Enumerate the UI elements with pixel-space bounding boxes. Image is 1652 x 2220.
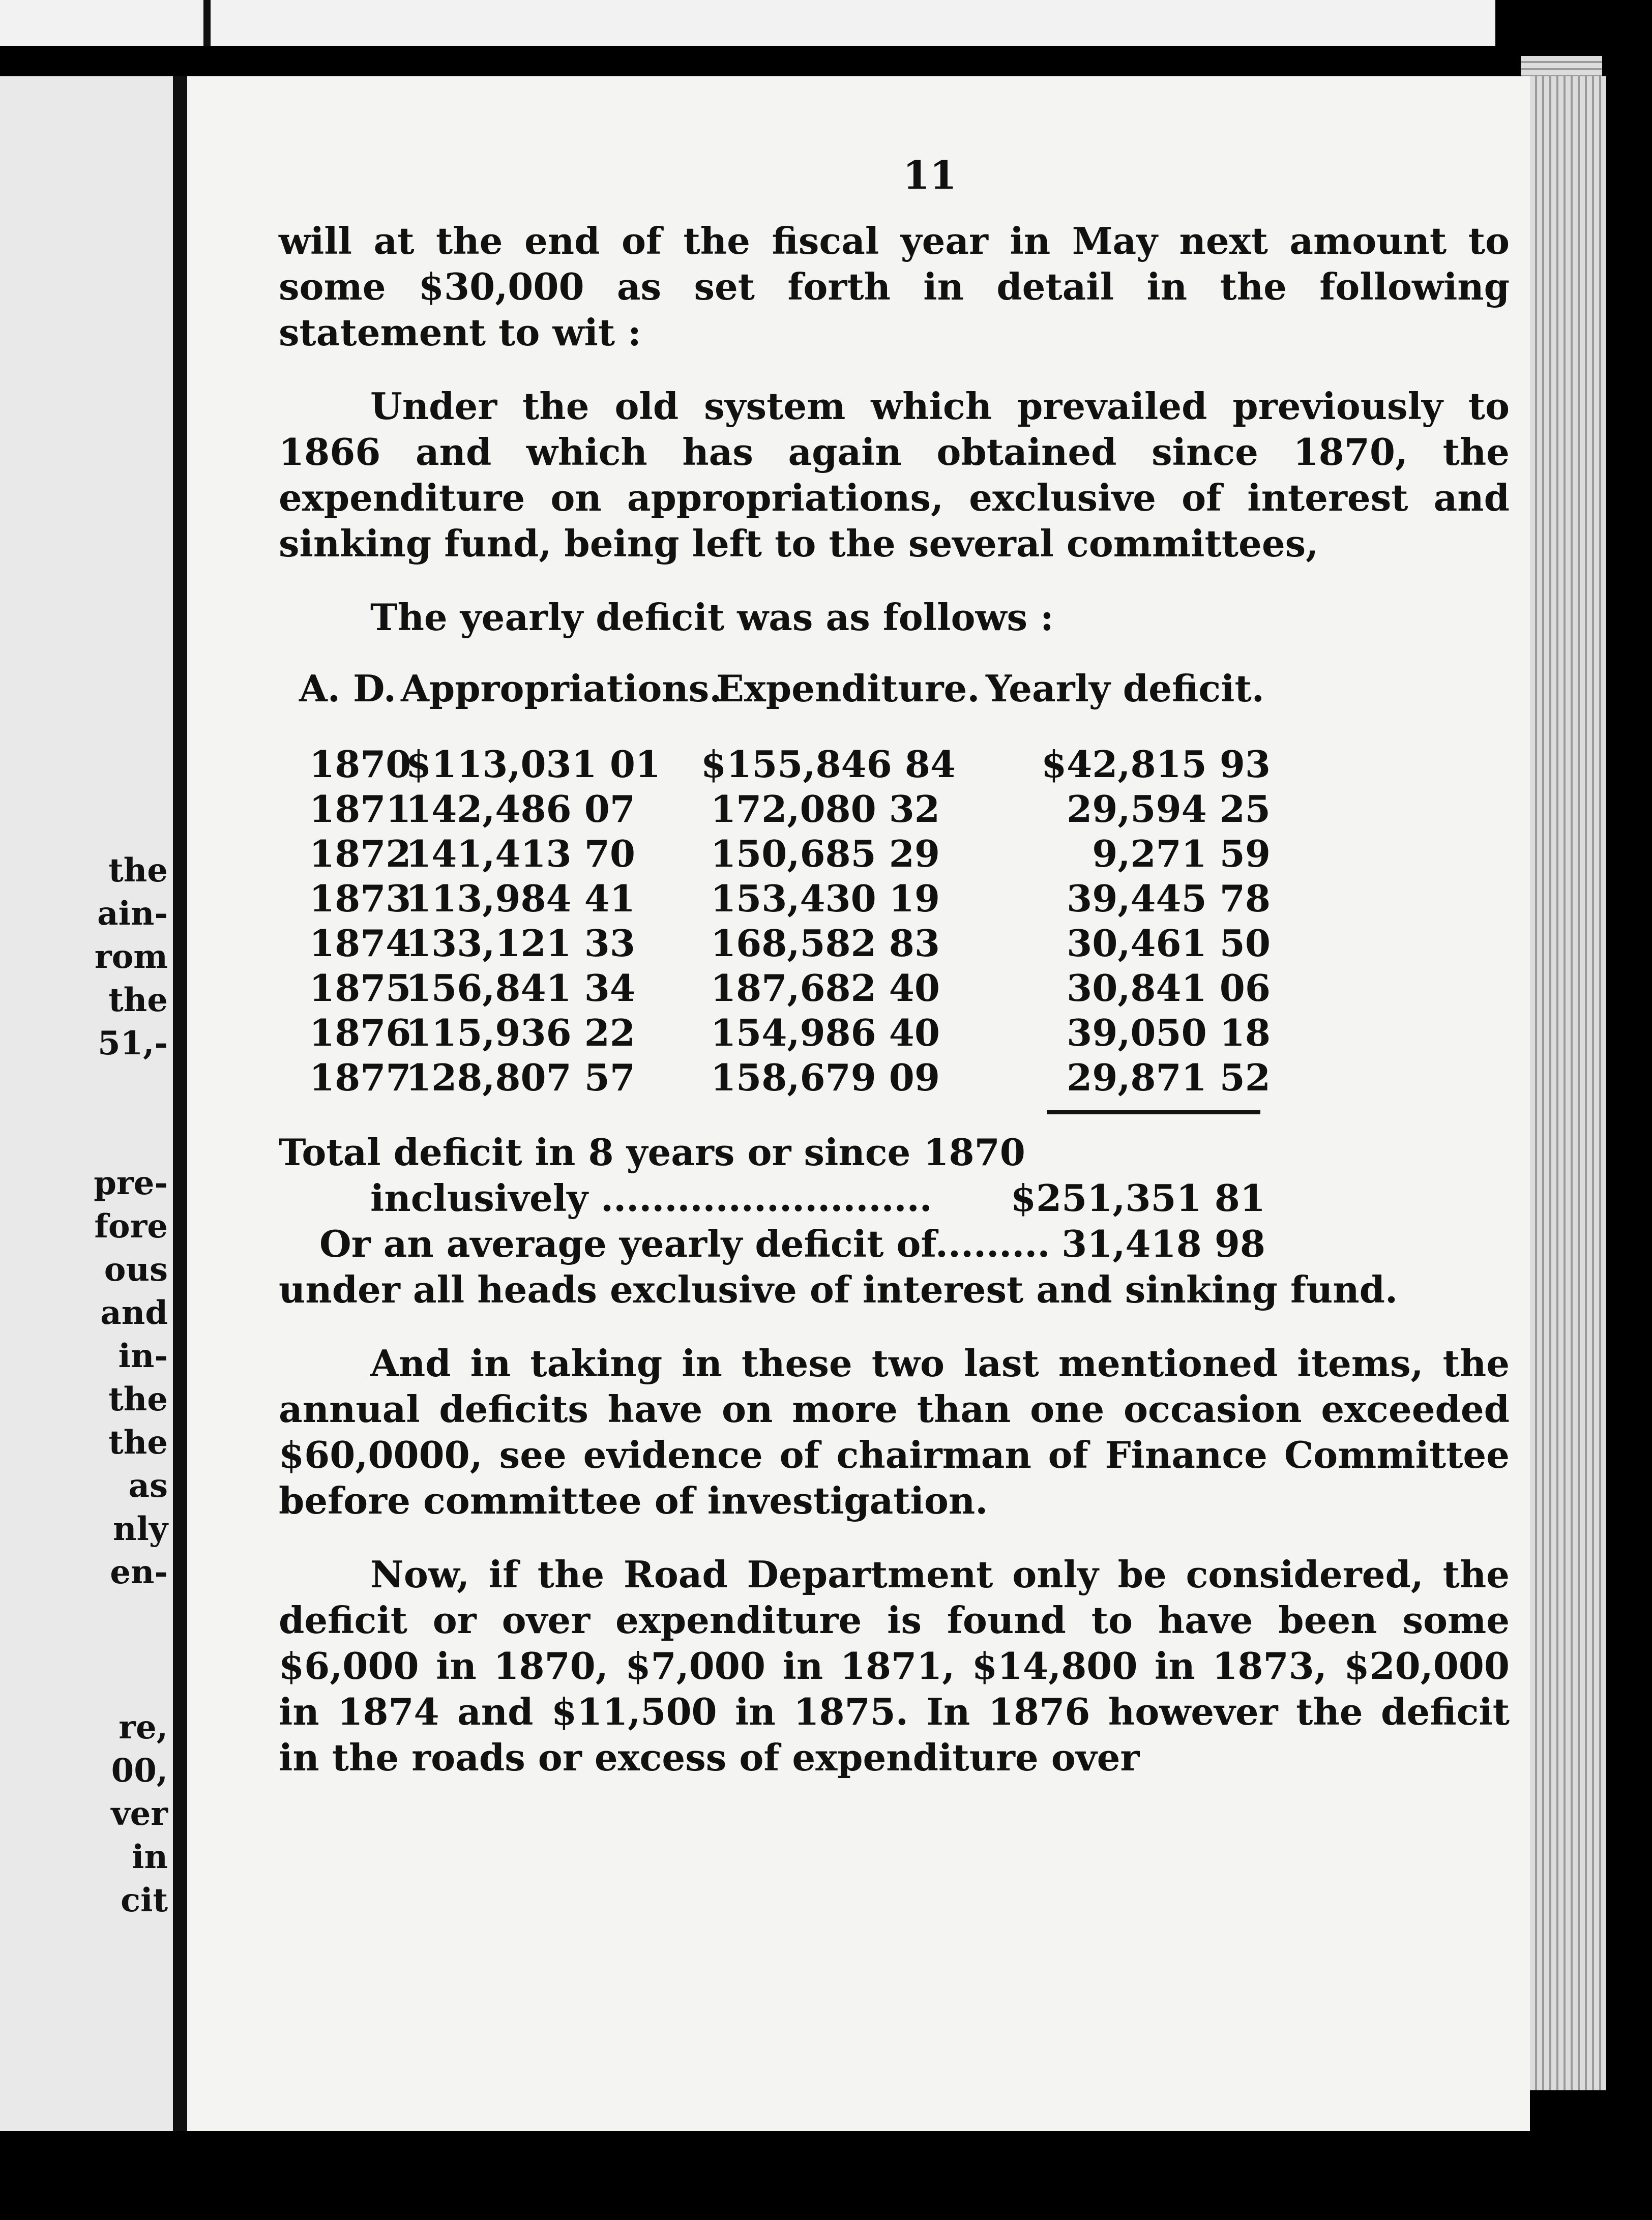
deficit-table	[279, 666, 1510, 1100]
total-inclusively-label: inclusively ..........................	[370, 1176, 932, 1220]
cell-deficit: 29,871 52	[1067, 1056, 1271, 1099]
left-fragment: en-	[110, 1553, 168, 1591]
cell-deficit: 9,271 59	[1092, 832, 1271, 875]
totals-block	[279, 1130, 1510, 1313]
cell-appropriations: 128,807 57	[406, 1056, 635, 1099]
cell-deficit: 39,445 78	[1067, 877, 1271, 920]
average-deficit-row	[279, 1221, 1510, 1267]
cell-deficit: 30,461 50	[1067, 922, 1271, 965]
cell-year: 1877	[309, 1056, 411, 1099]
cell-deficit: 30,841 06	[1067, 966, 1271, 1010]
paragraph-old-system: Under the old system which prevailed previously to 1866 and which has again obtained since 1870, the expenditure on appropriations, exclusive of interest and sinking fund, being left to the several committees,	[279, 384, 1510, 565]
cell-appropriations: 141,413 70	[406, 832, 635, 875]
cell-expenditure: 153,430 19	[711, 877, 940, 920]
table-row	[279, 742, 1510, 787]
average-deficit-label: Or an average yearly deficit of.........	[319, 1222, 1050, 1265]
left-fragment: the	[108, 1380, 168, 1418]
left-fragment: ous	[104, 1251, 168, 1289]
paragraph-deficit-intro: The yearly deficit was as follows :	[370, 596, 1054, 639]
header-expenditure: Expenditure.	[716, 667, 980, 710]
cell-appropriations: $113,031 01	[406, 743, 661, 786]
left-fragment: fore	[94, 1207, 168, 1246]
cell-expenditure: 158,679 09	[711, 1056, 940, 1099]
table-header	[279, 666, 1510, 712]
left-fragment: in	[132, 1838, 168, 1876]
table-row	[279, 1011, 1510, 1055]
cell-expenditure: 168,582 83	[711, 922, 940, 965]
cell-deficit: $42,815 93	[1041, 743, 1271, 786]
total-deficit-value: $251,351 81	[1010, 1176, 1265, 1220]
left-fragment: cit	[121, 1881, 168, 1919]
table-row	[279, 966, 1510, 1011]
cell-expenditure: 150,685 29	[711, 832, 940, 875]
table-row	[279, 1055, 1510, 1100]
cell-year: 1873	[309, 877, 411, 920]
left-fragment: 00,	[111, 1752, 168, 1790]
cell-expenditure: 172,080 32	[711, 787, 940, 831]
cell-appropriations: 142,486 07	[406, 787, 635, 831]
table-row	[279, 876, 1510, 921]
cell-expenditure: 154,986 40	[711, 1011, 940, 1054]
cell-year: 1875	[309, 966, 411, 1010]
cell-appropriations: 115,936 22	[406, 1011, 635, 1054]
cell-deficit: 39,050 18	[1067, 1011, 1271, 1054]
header-appropriations: Appropriations.	[401, 667, 722, 710]
cell-expenditure: $155,846 84	[701, 743, 956, 786]
left-fragment: ver	[111, 1795, 168, 1833]
left-fragment: re,	[119, 1708, 168, 1747]
cell-appropriations: 156,841 34	[406, 966, 635, 1010]
left-fragment: nly	[112, 1510, 168, 1548]
left-fragment: in-	[118, 1337, 168, 1375]
header-deficit: Yearly deficit.	[986, 667, 1264, 710]
cell-year: 1870	[309, 743, 411, 786]
header-year: A. D.	[299, 667, 396, 710]
paragraph-road-department: Now, if the Road Department only be considered, the deficit or over expenditure is found to have been some $6,000 in 1870, $7,000 in 1871, $14,800 in 1873, $20,000 in 1874 and $11,500 in 1875. In 1876 however the deficit in the roads or excess of expenditure over	[279, 1553, 1510, 1779]
page-number: 11	[903, 153, 957, 198]
left-fragment: and	[100, 1294, 168, 1332]
left-fragment: ain-	[97, 895, 168, 933]
cell-year: 1872	[309, 832, 411, 875]
page-stack-edge	[1530, 76, 1606, 2090]
paragraph-intro: will at the end of the fiscal year in May next amount to some $30,000 as set forth in detail in the following statement to wit :	[279, 219, 1510, 354]
page-content	[279, 153, 1510, 1781]
left-fragment: the	[108, 981, 168, 1019]
table-row	[279, 832, 1510, 876]
previous-page-strip	[0, 0, 1495, 46]
cell-appropriations: 113,984 41	[406, 877, 635, 920]
table-row	[279, 921, 1510, 966]
left-fragment: pre-	[94, 1164, 168, 1202]
total-deficit-row	[279, 1175, 1510, 1221]
paragraph-annual-deficits: And in taking in these two last mentioned items, the annual deficits have on more than one occasion exceeded $60,0000, see evidence of chairman of Finance Committee before committee of investigation.	[279, 1342, 1510, 1522]
left-fragment: the	[108, 851, 168, 890]
total-deficit-label: Total deficit in 8 years or since 1870	[279, 1131, 1025, 1174]
left-fragment: the	[108, 1424, 168, 1462]
document-page	[187, 76, 1530, 2131]
totals-note: under all heads exclusive of interest and sinking fund.	[279, 1268, 1398, 1311]
table-row	[279, 787, 1510, 832]
cell-expenditure: 187,682 40	[711, 966, 940, 1010]
left-fragment: rom	[94, 938, 168, 976]
cell-year: 1871	[309, 787, 411, 831]
gutter-rule	[203, 0, 211, 46]
cell-year: 1876	[309, 1011, 411, 1054]
left-fragment: 51,-	[98, 1024, 168, 1062]
adjacent-page-left	[0, 76, 173, 2131]
cell-deficit: 29,594 25	[1067, 787, 1271, 831]
cell-appropriations: 133,121 33	[406, 922, 635, 965]
average-deficit-value: 31,418 98	[1061, 1222, 1265, 1265]
total-rule	[1047, 1110, 1260, 1114]
cell-year: 1874	[309, 922, 411, 965]
left-fragment: as	[128, 1467, 168, 1505]
book-gutter	[173, 76, 187, 2131]
